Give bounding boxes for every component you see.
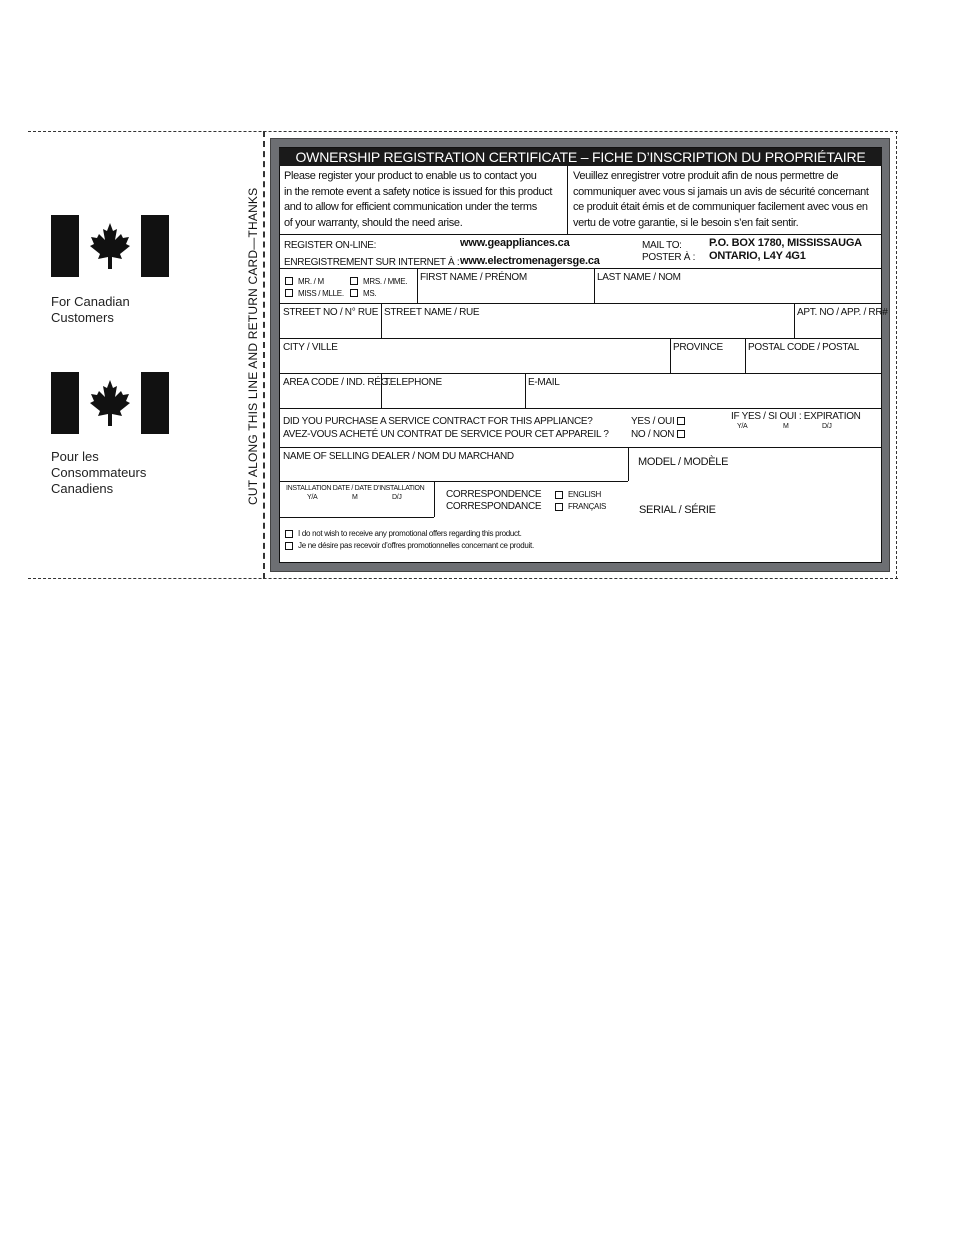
install-year-label: Y/A bbox=[307, 494, 318, 501]
serial-field[interactable]: SERIAL / SÉRIE bbox=[639, 504, 716, 516]
cut-line-vertical bbox=[263, 131, 265, 579]
canadian-flag-icon bbox=[51, 215, 169, 277]
install-day-label: D/J bbox=[392, 494, 402, 501]
cut-line-instruction: CUT ALONG THIS LINE AND RETURN CARD—THANKS bbox=[246, 187, 260, 505]
ms-label: MS. bbox=[363, 289, 377, 298]
installation-date-label: INSTALLATION DATE / DATE D’INSTALLATION bbox=[286, 485, 425, 492]
optout-checkbox-en[interactable] bbox=[285, 530, 293, 538]
expiration-year-label: Y/A bbox=[737, 423, 748, 430]
service-contract-question-fr: AVEZ-VOUS ACHETÉ UN CONTRAT DE SERVICE POUR CET APPAREIL ? bbox=[283, 429, 609, 440]
english-checkbox[interactable] bbox=[555, 491, 563, 499]
mail-to-label: MAIL TO: bbox=[642, 240, 682, 251]
mr-label: MR. / M bbox=[298, 277, 324, 286]
optout-text-fr: Je ne désire pas recevoir d’offres promotionnelles concernant ce produit. bbox=[298, 541, 534, 550]
email-field[interactable]: E-MAIL bbox=[528, 377, 560, 388]
poster-label: POSTER À : bbox=[642, 252, 696, 263]
area-code-field[interactable]: AREA CODE / IND. RÉG. bbox=[283, 377, 391, 388]
francais-label: FRANÇAIS bbox=[568, 502, 607, 511]
address-line-1: P.O. BOX 1780, MISSISSAUGA bbox=[709, 237, 862, 249]
register-fr-label: ENREGISTREMENT SUR INTERNET À : bbox=[284, 257, 460, 268]
expiration-month-label: M bbox=[783, 423, 789, 430]
register-online-link[interactable]: www.geappliances.ca bbox=[460, 237, 570, 249]
cut-line-right bbox=[896, 131, 897, 579]
telephone-field[interactable]: TELEPHONE bbox=[384, 377, 442, 388]
francais-checkbox[interactable] bbox=[555, 503, 563, 511]
maple-leaf-icon bbox=[88, 221, 132, 271]
service-contract-question-en: DID YOU PURCHASE A SERVICE CONTRACT FOR THIS APPLIANCE? bbox=[283, 416, 593, 427]
last-name-field[interactable]: LAST NAME / NOM bbox=[597, 272, 681, 283]
street-no-field[interactable]: STREET NO / N° RUE bbox=[283, 307, 379, 318]
no-checkbox[interactable] bbox=[677, 430, 685, 438]
mrs-checkbox[interactable] bbox=[350, 277, 358, 285]
postal-code-field[interactable]: POSTAL CODE / POSTAL bbox=[748, 342, 860, 353]
no-label: NO / NON bbox=[631, 429, 675, 440]
model-field[interactable]: MODEL / MODÈLE bbox=[638, 456, 729, 468]
first-name-field[interactable]: FIRST NAME / PRÉNOM bbox=[420, 272, 527, 283]
yes-checkbox[interactable] bbox=[677, 417, 685, 425]
address-line-2: ONTARIO, L4Y 4G1 bbox=[709, 250, 806, 262]
optout-text-en: I do not wish to receive any promotional offers regarding this product. bbox=[298, 529, 522, 538]
french-caption: Pour les Consommateurs Canadiens bbox=[51, 449, 147, 496]
card-title: OWNERSHIP REGISTRATION CERTIFICATE – FICHE D’INSCRIPTION DU PROPRIÉTAIRE bbox=[279, 148, 882, 166]
selling-dealer-field[interactable]: NAME OF SELLING DEALER / NOM DU MARCHAND bbox=[283, 451, 514, 462]
english-label: ENGLISH bbox=[568, 490, 602, 499]
mr-checkbox[interactable] bbox=[285, 277, 293, 285]
province-field[interactable]: PROVINCE bbox=[673, 342, 723, 353]
miss-label: MISS / MLLE. bbox=[298, 289, 344, 298]
register-online-label: REGISTER ON-LINE: bbox=[284, 240, 377, 251]
canadian-flag-icon-2 bbox=[51, 372, 169, 434]
city-field[interactable]: CITY / VILLE bbox=[283, 342, 338, 353]
cut-line-top bbox=[28, 131, 898, 132]
miss-checkbox[interactable] bbox=[285, 289, 293, 297]
expiration-label: IF YES / SI OUI : EXPIRATION bbox=[731, 411, 861, 422]
maple-leaf-icon bbox=[88, 378, 132, 428]
apt-no-field[interactable]: APT. NO / APP. / RR# bbox=[797, 307, 888, 318]
cut-line-bottom bbox=[28, 578, 898, 579]
optout-checkbox-fr[interactable] bbox=[285, 542, 293, 550]
ms-checkbox[interactable] bbox=[350, 289, 358, 297]
correspondence-label-en: CORRESPONDENCE bbox=[446, 489, 542, 500]
intro-english: Please register your product to enable us to contact you in the remote event a safety notice is issued for this product and to allow for efficient communication under the terms of your warranty, should the need arise. bbox=[284, 170, 553, 229]
install-month-label: M bbox=[352, 494, 358, 501]
english-caption: For Canadian Customers bbox=[51, 294, 130, 325]
register-fr-link[interactable]: www.electromenagersge.ca bbox=[460, 255, 600, 267]
mrs-label: MRS. / MME. bbox=[363, 277, 408, 286]
yes-label: YES / OUI bbox=[631, 416, 675, 427]
intro-french: Veuillez enregistrer votre produit afin de nous permettre de communiquer avec vous si jamais un avis de sécurité concernant ce produit était émis et de communiquer facilement avec vous en vertu de votre garantie, si le besoin s’en fait sentir. bbox=[573, 170, 869, 229]
street-name-field[interactable]: STREET NAME / RUE bbox=[384, 307, 480, 318]
correspondence-label-fr: CORRESPONDANCE bbox=[446, 501, 542, 512]
expiration-day-label: D/J bbox=[822, 423, 832, 430]
